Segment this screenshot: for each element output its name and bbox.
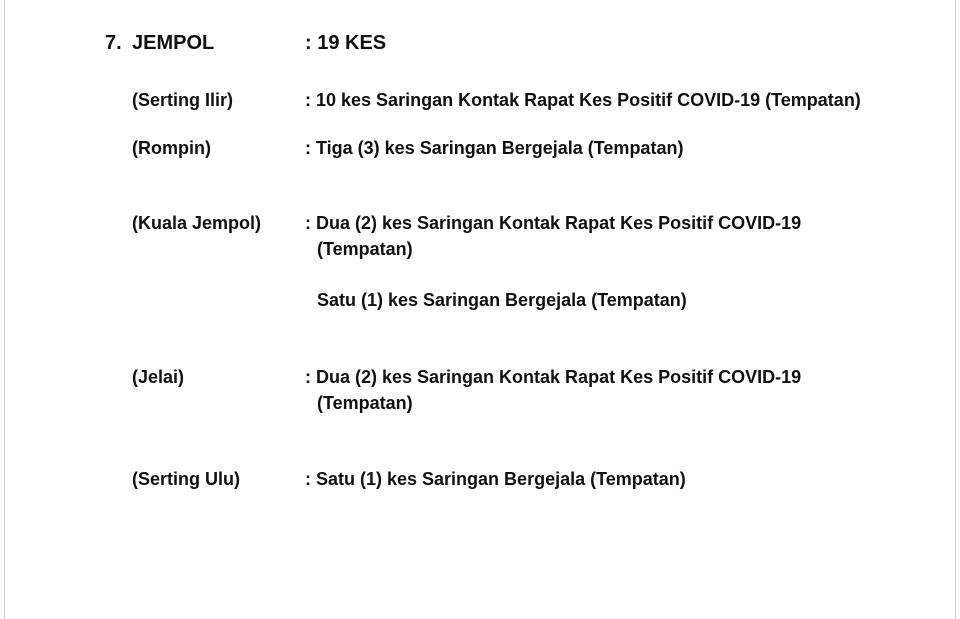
case-detail-kuala-jempol-2: Satu (1) kes Saringan Bergejala (Tempatan) [317,290,687,310]
page-edge-right [955,0,956,619]
area-label-rompin: (Rompin) [132,138,211,158]
area-label-kuala-jempol: (Kuala Jempol) [132,213,262,233]
case-detail-kuala-jempol: : Dua (2) kes Saringan Kontak Rapat Kes Positif COVID-19 [305,213,802,233]
page-edge-left [4,0,5,619]
area-label-serting-ulu: (Serting Ulu) [132,469,240,489]
case-detail-rompin: : Tiga (3) kes Saringan Bergejala (Tempatan) [305,138,684,158]
area-label-jelai: (Jelai) [132,367,185,387]
section-number: 7. [105,32,122,54]
area-label-serting-ilir: (Serting Ilir) [132,90,234,110]
district-name: JEMPOL [132,32,215,54]
case-detail-serting-ulu: : Satu (1) kes Saringan Bergejala (Tempatan) [305,469,686,489]
case-detail-jelai-cont: (Tempatan) [317,393,413,413]
case-detail-jelai: : Dua (2) kes Saringan Kontak Rapat Kes Positif COVID-19 [305,367,802,387]
case-detail-serting-ilir: : 10 kes Saringan Kontak Rapat Kes Positif COVID-19 (Tempatan) [305,90,861,110]
district-total: : 19 KES [305,32,387,54]
case-detail-kuala-jempol-cont: (Tempatan) [317,239,413,259]
